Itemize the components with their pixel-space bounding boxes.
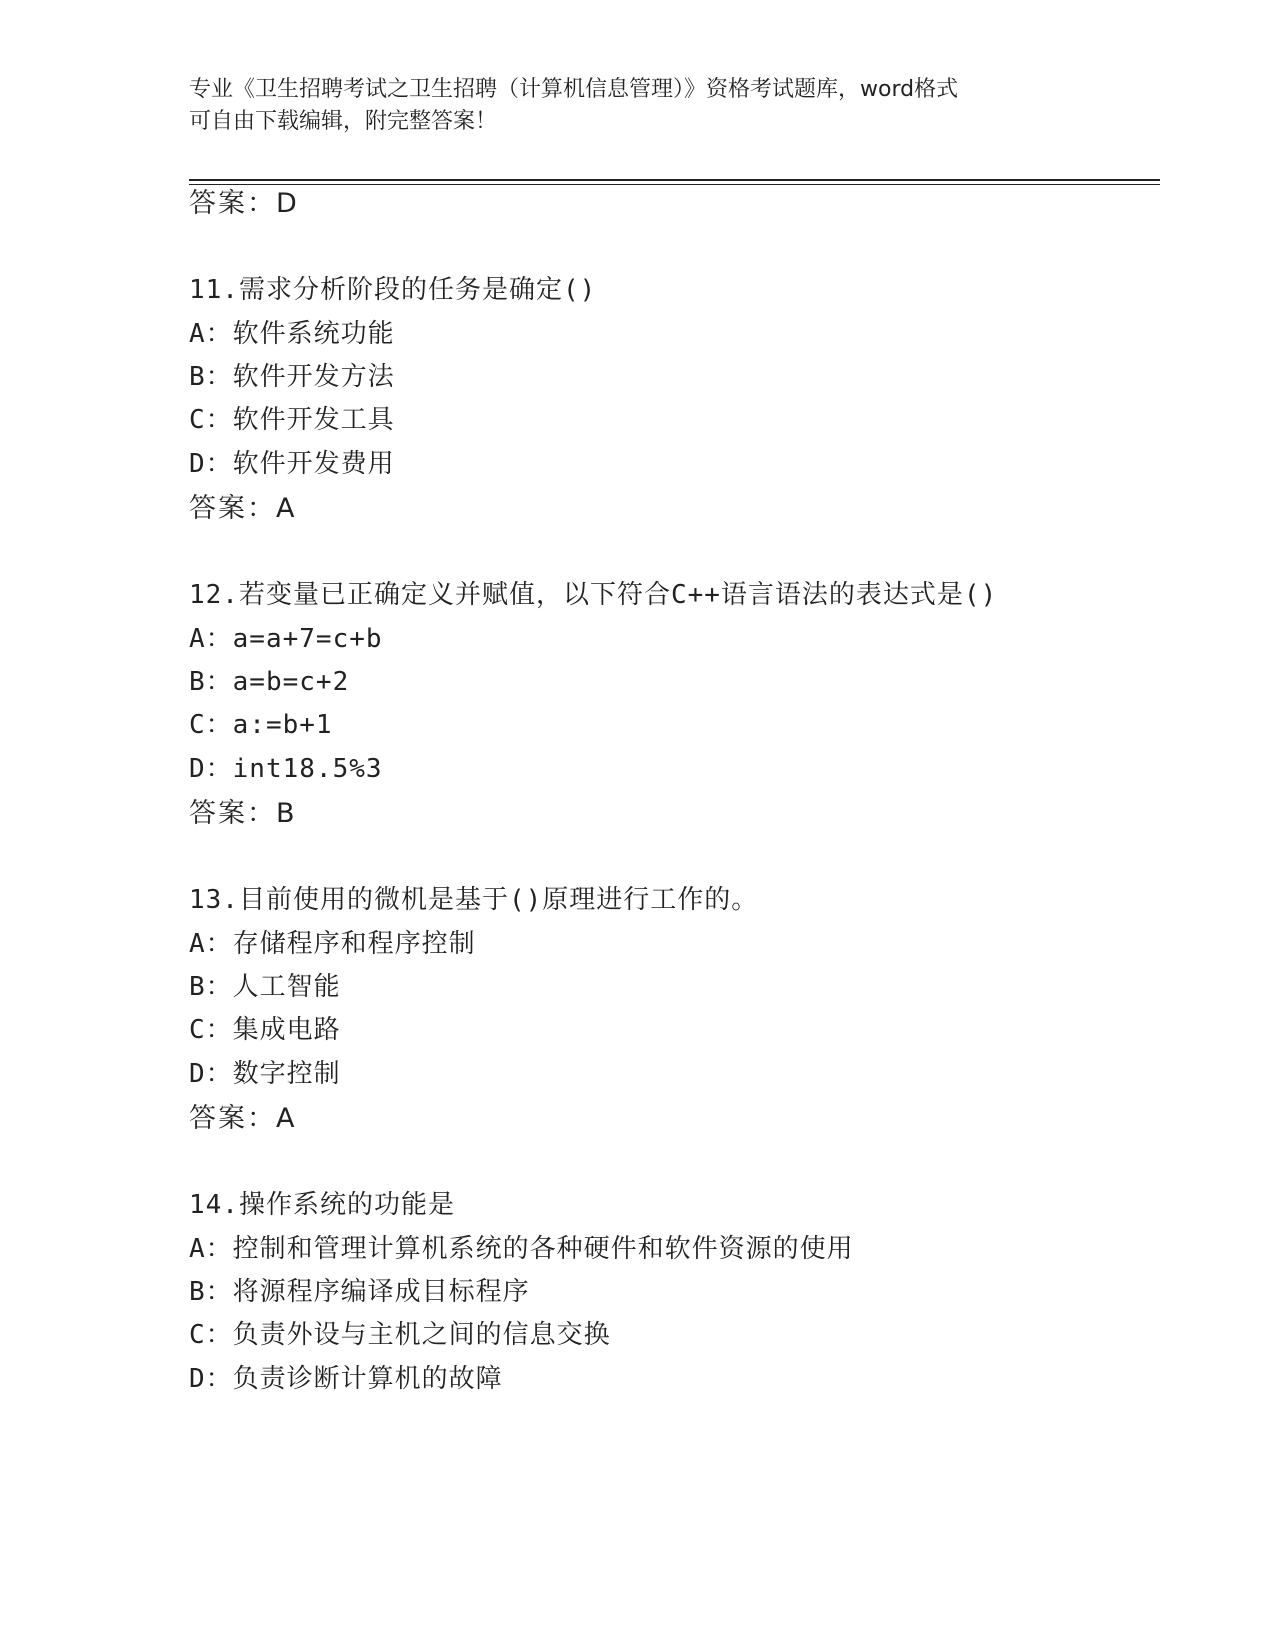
question-14-option-c: C：负责外设与主机之间的信息交换 bbox=[189, 1320, 611, 1350]
question-12-option-a: A：a=a+7=c+b bbox=[189, 624, 383, 654]
question-11-stem: 11.需求分析阶段的任务是确定() bbox=[189, 275, 597, 305]
answer-prev: 答案：D bbox=[189, 188, 299, 219]
question-14-option-b: B：将源程序编译成目标程序 bbox=[189, 1277, 530, 1307]
question-12-option-c: C：a:=b+1 bbox=[189, 710, 333, 740]
question-12-answer: 答案：B bbox=[189, 798, 297, 829]
question-13-option-b: B：人工智能 bbox=[189, 972, 341, 1002]
question-14-option-d: D：负责诊断计算机的故障 bbox=[189, 1364, 503, 1394]
question-11-option-d: D：软件开发费用 bbox=[189, 449, 395, 479]
question-11-option-a: A：软件系统功能 bbox=[189, 319, 395, 349]
header-line-1: 专业《卫生招聘考试之卫生招聘（计算机信息管理）》资格考试题库，word格式 bbox=[189, 77, 959, 102]
header-line-2: 可自由下载编辑，附完整答案！ bbox=[189, 109, 498, 134]
question-12-option-b: B：a=b=c+2 bbox=[189, 667, 350, 697]
header-rule-thin bbox=[189, 184, 1160, 185]
question-13-option-c: C：集成电路 bbox=[189, 1015, 341, 1045]
document-header bbox=[189, 74, 1089, 138]
question-12-option-d: D：int18.5%3 bbox=[189, 754, 383, 784]
question-11-option-b: B：软件开发方法 bbox=[189, 362, 395, 392]
header-rule-thick bbox=[189, 179, 1160, 181]
question-13-option-a: A：存储程序和程序控制 bbox=[189, 929, 476, 959]
question-13-answer: 答案：A bbox=[189, 1103, 297, 1134]
question-14-stem: 14.操作系统的功能是 bbox=[189, 1190, 455, 1220]
question-13-option-d: D：数字控制 bbox=[189, 1059, 341, 1089]
question-13-stem: 13.目前使用的微机是基于()原理进行工作的。 bbox=[189, 885, 759, 915]
question-11-answer: 答案：A bbox=[189, 493, 297, 524]
question-12-stem: 12.若变量已正确定义并赋值，以下符合C++语言语法的表达式是() bbox=[189, 580, 998, 610]
question-14-option-a: A：控制和管理计算机系统的各种硬件和软件资源的使用 bbox=[189, 1234, 854, 1264]
question-11-option-c: C：软件开发工具 bbox=[189, 405, 395, 435]
